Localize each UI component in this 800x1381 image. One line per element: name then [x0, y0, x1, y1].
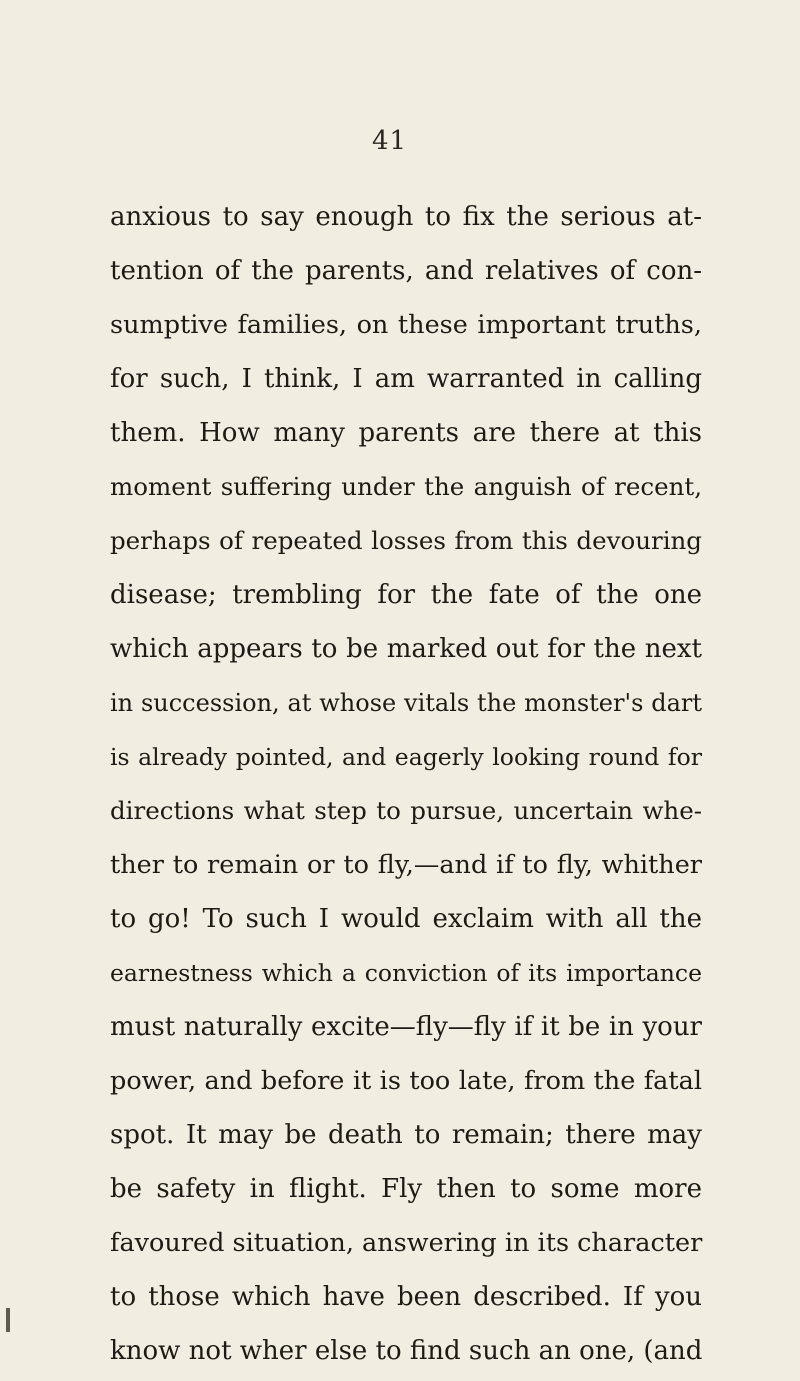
text-line: directions what step to pursue, uncertain whe-	[110, 796, 702, 825]
text-line: tention of the parents, and relatives of con-	[110, 256, 702, 286]
text-line: be safety in flight. Fly then to some more	[110, 1174, 702, 1204]
page-number: 41	[372, 126, 408, 156]
text-line: perhaps of repeated losses from this devouring	[110, 526, 702, 555]
text-line: anxious to say enough to fix the serious at-	[110, 202, 702, 232]
text-line: in succession, at whose vitals the monster's dart	[110, 689, 702, 717]
text-line: to go! To such I would exclaim with all the	[110, 904, 702, 934]
text-line: spot. It may be death to remain; there may	[110, 1120, 702, 1150]
body-text	[110, 190, 702, 1378]
text-line: them. How many parents are there at this	[110, 418, 702, 448]
edge-mark	[6, 1308, 10, 1332]
text-line: is already pointed, and eagerly looking round for	[110, 743, 702, 771]
text-line: for such, I think, I am warranted in calling	[110, 364, 702, 394]
text-line: disease; trembling for the fate of the one	[110, 580, 702, 610]
text-line: earnestness which a conviction of its importance	[110, 959, 702, 987]
text-line: moment suffering under the anguish of recent,	[110, 472, 702, 501]
text-line: which appears to be marked out for the next	[110, 634, 702, 664]
text-line: power, and before it is too late, from the fatal	[110, 1066, 702, 1096]
text-line: ther to remain or to fly,—and if to fly, whither	[110, 850, 702, 880]
text-line: sumptive families, on these important truths,	[110, 310, 702, 340]
text-line: favoured situation, answering in its character	[110, 1228, 703, 1258]
text-line: know not wher else to find such an one, (and	[110, 1336, 703, 1366]
text-line: must naturally excite—fly—fly if it be in your	[110, 1012, 702, 1042]
text-line: to those which have been described. If you	[110, 1282, 702, 1312]
